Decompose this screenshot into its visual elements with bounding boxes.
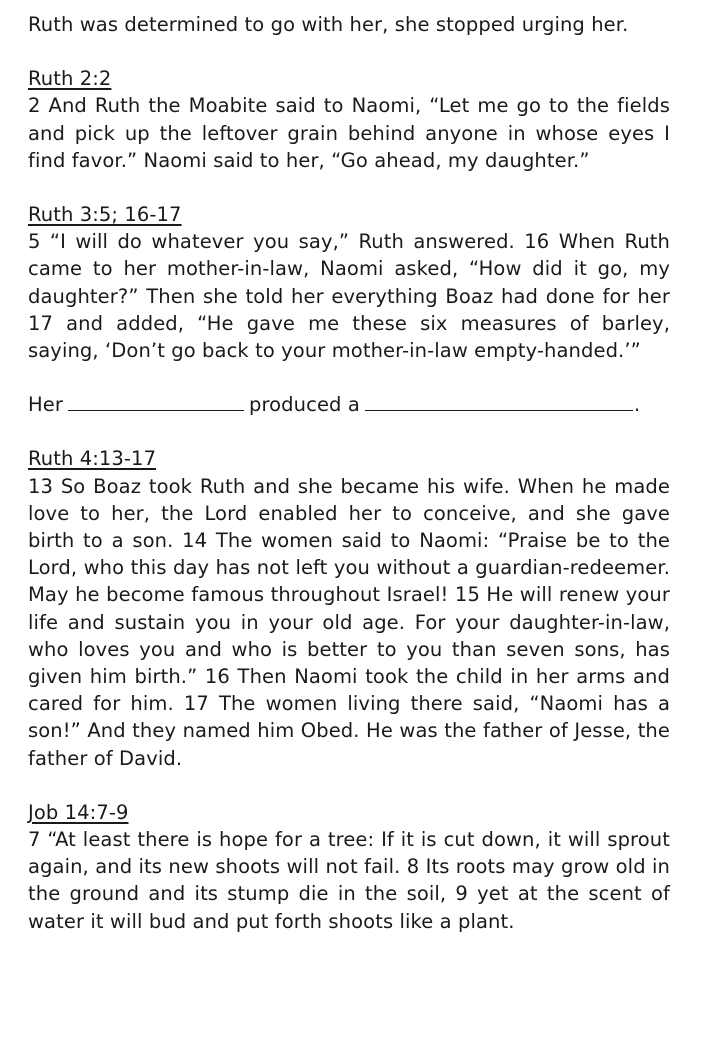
spacer	[28, 364, 670, 391]
section-reference-ruth-4-13: Ruth 4:13-17	[28, 447, 157, 471]
section-reference-ruth-2-2: Ruth 2:2	[28, 67, 112, 91]
spacer	[28, 772, 670, 799]
spacer	[28, 174, 670, 201]
fill-in-blank-1[interactable]	[68, 392, 244, 411]
fill-in-blank-line	[28, 391, 670, 418]
fill-in-word-produced: produced a	[248, 393, 360, 417]
fill-in-blank-2[interactable]	[365, 392, 633, 411]
section-text-ruth-4-13: 13 So Boaz took Ruth and she became his wife. When he made love to her, the Lord enabled her to conceive, and she gave birth to a son. 14 The women said to Naomi: “Praise be to the Lord, who this day has not left you without a guardian-redeemer. May he become famous throughout Israel! 15 He will renew your life and sustain you in your old age. For your daughter-in-law, who loves you and who is better to you than seven sons, has given him birth.” 16 Then Naomi took the child in her arms and cared for him. 17 The women living there said, “Naomi has a son!” And they named him Obed. He was the father of Jesse, the father of David.	[28, 474, 670, 770]
spacer	[28, 418, 670, 445]
section-reference-job-14-7: Job 14:7-9	[28, 800, 129, 824]
spacer	[28, 38, 670, 65]
section-reference-ruth-3-5: Ruth 3:5; 16-17	[28, 203, 182, 227]
intro-paragraph: Ruth was determined to go with her, she stopped urging her.	[28, 13, 629, 36]
section-text-ruth-2-2: 2 And Ruth the Moabite said to Naomi, “Let me go to the fields and pick up the leftover grain behind anyone in whose eyes I find favor.” Naomi said to her, “Go ahead, my daughter.”	[28, 94, 670, 172]
fill-in-end-mark: .	[633, 393, 641, 417]
section-text-ruth-3-5: 5 “I will do whatever you say,” Ruth answered. 16 When Ruth came to her mother-in-law, Naomi asked, “How did it go, my daughter?” Then she told her everything Boaz had done for her 17 and added, “He gave me these six measures of barley, saying, ‘Don’t go back to your mother-in-law empty-handed.’”	[28, 230, 670, 363]
section-text-job-14-7: 7 “At least there is hope for a tree: If it is cut down, it will sprout again, and its new shoots will not fail. 8 Its roots may grow old in the ground and its stump die in the soil, 9 yet at the scent of water it will bud and put forth shoots like a plant.	[28, 828, 670, 933]
fill-in-word-her: Her	[28, 393, 63, 417]
